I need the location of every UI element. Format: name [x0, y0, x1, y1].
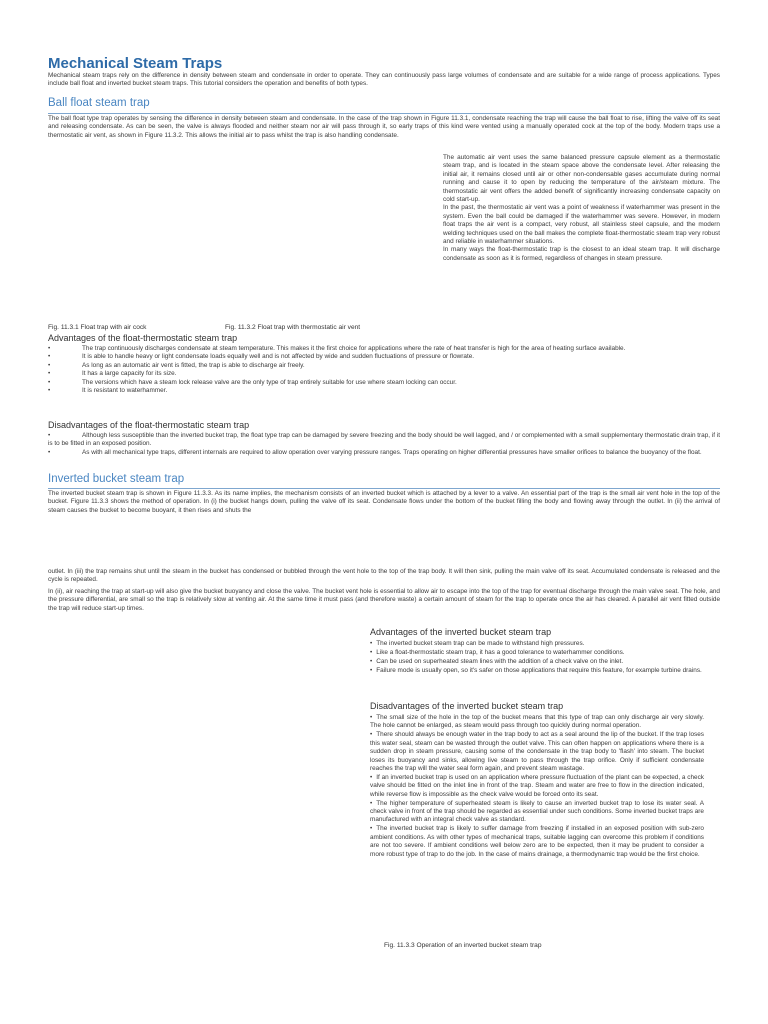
inverted-paragraph-3: In (ii), air reaching the trap at start-up will also give the bucket buoyancy and close the valve. The bucket vent hole is essential to allow air to escape into the top of the trap for eventual discharge through the main valve seat. The hole, and the pressure differential, are small so the trap is relatively slow at venting air. At the same time it must pass (and therefore waste) a certain amount of steam for the trap to operate once the air has cleared. A parallel air vent fitted outside the trap will reduce start-up times. — [48, 588, 720, 612]
section-rule — [48, 488, 720, 489]
air-vent-text-2: In the past, the thermostatic air vent was a point of weakness if waterhammer was present in the system. Even the ball could be damaged if the waterhammer was severe. However, in modern float traps the air vent is a compact, very robust, all stainless steel capsule, and the modern welding techniques used on the ball makes the complete float-thermostatic steam trap very robust and reliable in waterhammer situations. — [443, 204, 720, 246]
bullet: • — [48, 353, 51, 361]
list-item: • It is able to handle heavy or light condensate loads equally well and is not affected by wide and sudden fluctuations of pressure or flowrate. — [48, 353, 475, 361]
disadv-inverted-list — [370, 714, 704, 859]
air-vent-column — [443, 154, 720, 263]
air-vent-text-1: The automatic air vent uses the same balanced pressure capsule element as a thermostatic steam trap, and is located in the steam space above the condensate level. After releasing the initial air, it remains closed until air or other non-condensable gases accumulate during normal running and cause it to open by reducing the temperature of the air/steam mixture. The thermostatic air vent offers the added benefit of significantly increasing condensate capacity on cold start-up. — [443, 154, 720, 204]
list-item: • As long as an automatic air vent is fitted, the trap is able to discharge air freely. — [48, 361, 305, 369]
disadv-float-list — [48, 432, 720, 457]
disadv-float-heading: Disadvantages of the float-thermostatic steam trap — [48, 420, 250, 430]
disadv-inverted-heading: Disadvantages of the inverted bucket steam trap — [370, 701, 564, 711]
ball-float-paragraph: The ball float type trap operates by sensing the difference in density between steam and condensate. In the case of the trap shown in Figure 11.3.1, condensate reaching the trap will cause the ball float to rise, lifting the valve off its seat and releasing condensate. As can be seen, the valve is always flooded and neither steam nor air will pass through it, so early traps of this kind were vented using a manually operated cock at the top of the body. Modern traps use a thermostatic air vent, as shown in Figure 11.3.2. This allows the initial air to pass whilst the trap is also handling condensate. — [48, 115, 720, 139]
bullet: • — [48, 378, 51, 386]
figure-caption-3: Fig. 11.3.3 Operation of an inverted bucket steam trap — [384, 942, 542, 949]
bullet: • — [48, 361, 51, 369]
list-item: • As with all mechanical type traps, different internals are required to allow operation over varying pressure ranges. Traps operating on higher differential pressures have smaller orifices to balance the buoyancy of the float. — [48, 448, 702, 456]
air-vent-text-3: In many ways the float-thermostatic trap is the closest to an ideal steam trap. It will discharge condensate as soon as it is formed, regardless of changes in steam pressure. — [443, 246, 720, 262]
intro-paragraph: Mechanical steam traps rely on the difference in density between steam and condensate in order to operate. They can continuously pass large volumes of condensate and are suitable for a wide range of process applications. Types include ball float and inverted bucket steam traps. This tutorial considers the operation and benefits of both types. — [48, 72, 720, 88]
bullet: • — [370, 773, 373, 781]
bullet: • — [370, 731, 373, 739]
inverted-paragraph-2: outlet. In (iii) the trap remains shut until the steam in the bucket has condensed or bubbled through the vent hole to the top of the trap body. It will then sink, pulling the main valve off its seat. Accumulated condensate is released and the cycle is repeated. — [48, 568, 720, 584]
list-item: • It is resistant to waterhammer. — [48, 387, 168, 395]
list-item: • Like a float-thermostatic steam trap, it has a good tolerance to waterhammer conditions. — [370, 648, 625, 656]
list-item: • The versions which have a steam lock release valve are the only type of trap entirely suitable for use where steam locking can occur. — [48, 378, 457, 386]
adv-float-heading: Advantages of the float-thermostatic steam trap — [48, 333, 238, 343]
figure-caption-1: Fig. 11.3.1 Float trap with air cock — [48, 324, 147, 331]
figure-caption-2: Fig. 11.3.2 Float trap with thermostatic air vent — [225, 324, 361, 331]
list-item: • Although less susceptible than the inverted bucket trap, the float type trap can be damaged by severe freezing and the body should be well lagged, and / or complemented with a small supplementary thermostatic drain trap, if it is to be fitted in an exposed position. — [48, 432, 721, 448]
ball-float-heading: Ball float steam trap — [48, 97, 150, 109]
list-item: • The inverted bucket trap is likely to suffer damage from freezing if installed in an exposed position with sub-zero ambient conditions. As with other types of mechanical traps, suitable lagging can overcome this problem if conditions are not too severe. If ambient conditions well below zero are to be expected, then it may be prudent to consider a more robust type of trap to do the job. In the case of mains drainage, a thermodynamic trap would be the first choice. — [370, 825, 704, 858]
bullet: • — [48, 387, 51, 395]
section-rule — [48, 113, 720, 114]
bullet: • — [48, 432, 51, 439]
bullet: • — [370, 714, 373, 721]
adv-inverted-heading: Advantages of the inverted bucket steam trap — [370, 627, 552, 637]
list-item: • It has a large capacity for its size. — [48, 370, 177, 378]
inverted-bucket-heading: Inverted bucket steam trap — [48, 473, 185, 485]
adv-inverted-list — [370, 640, 704, 676]
bullet: • — [370, 825, 373, 833]
list-item: • If an inverted bucket trap is used on an application where pressure fluctuation of the plant can be expected, a check valve should be fitted on the inlet line in front of the trap. Steam and water are free to flow in the direction indicated, while reverse flow is impossible as the check valve would be forced onto its seat. — [370, 773, 704, 798]
bullet: • — [48, 370, 51, 378]
bullet: • — [370, 799, 373, 807]
bullet: • — [370, 657, 373, 665]
list-item: • The trap continuously discharges condensate at steam temperature. This makes it the first choice for applications where the rate of heat transfer is high for the area of heating surface available. — [48, 345, 626, 352]
list-item: • The small size of the hole in the top of the bucket means that this type of trap can only discharge air very slowly. The hole cannot be enlarged, as steam would pass through too quickly during normal operation. — [370, 714, 704, 730]
page-title: Mechanical Steam Traps — [48, 55, 223, 72]
bullet: • — [48, 345, 51, 352]
bullet: • — [370, 640, 373, 647]
inverted-paragraph-1: The inverted bucket steam trap is shown in Figure 11.3.3. As its name implies, the mechanism consists of an inverted bucket which is attached by a lever to a valve. An essential part of the trap is the small air vent hole in the top of the bucket. Figure 11.3.3 shows the method of operation. In (i) the bucket hangs down, pulling the valve off its seat. Condensate flows under the bottom of the bucket filling the body and flowing away through the outlet. In (ii) the arrival of steam causes the bucket to become buoyant, it then rises and shuts the — [48, 490, 720, 514]
adv-float-list — [48, 345, 720, 395]
bullet: • — [48, 448, 51, 456]
list-item: • Can be used on superheated steam lines with the addition of a check valve on the inlet. — [370, 657, 624, 665]
list-item: • There should always be enough water in the trap body to act as a seal around the lip of the bucket. If the trap loses this water seal, steam can be wasted through the outlet valve. This can often happen on applications where there is a sudden drop in steam pressure, causing some of the condensate in the trap body to 'flash' into steam. The bucket loses its buoyancy and sinks, allowing live steam to pass through the trap orifice. Only if sufficient condensate reaches the trap will the water seal form again, and prevent steam wastage. — [370, 731, 704, 772]
list-item: • The inverted bucket steam trap can be made to withstand high pressures. — [370, 640, 585, 647]
bullet: • — [370, 648, 373, 656]
bullet: • — [370, 666, 373, 674]
list-item: • Failure mode is usually open, so it's safer on those applications that require this feature, for example turbine drains. — [370, 666, 702, 674]
list-item: • The higher temperature of superheated steam is likely to cause an inverted bucket trap to lose its water seal. A check valve in front of the trap should be regarded as essential under such conditions. Some inverted bucket traps are manufactured with an integral check valve as standard. — [370, 799, 704, 824]
